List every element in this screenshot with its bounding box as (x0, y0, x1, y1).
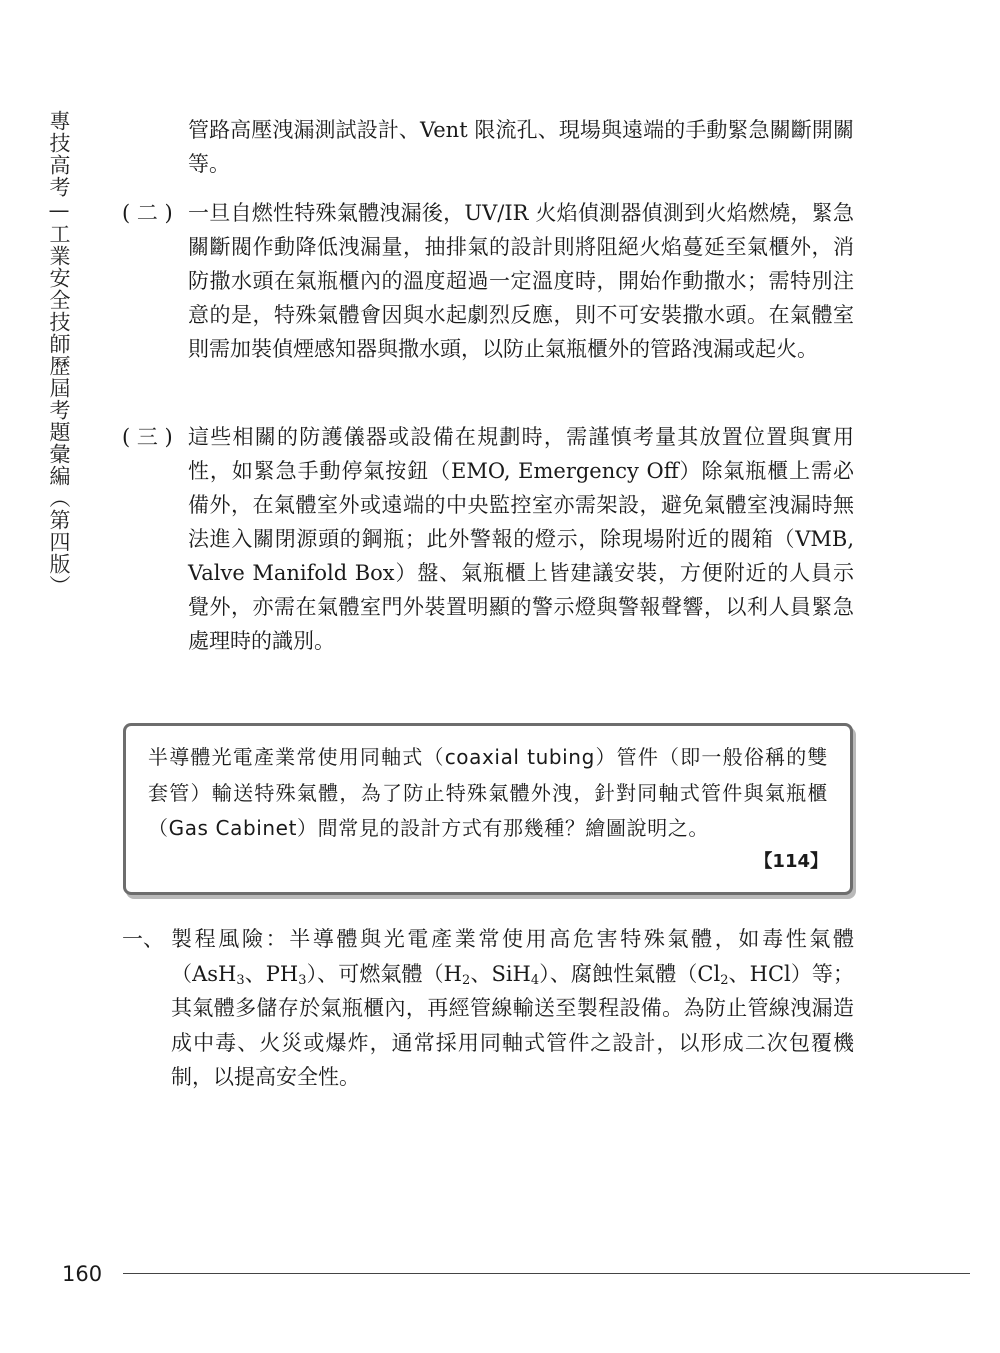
intro-paragraph: 管路高壓洩漏測試設計、Vent 限流孔、現場與遠端的手動緊急關斷開關等。 (188, 118, 854, 176)
page-number: 160 (62, 1262, 103, 1286)
item-label-3: ( 三 ) (122, 425, 173, 449)
subscript: 2 (720, 972, 729, 988)
answer-text: ）、腐蝕性氣體（Cl (539, 961, 721, 986)
subscript: 4 (530, 972, 540, 988)
item-label-2: ( 二 ) (122, 201, 173, 225)
answer-label-1: 一、 (122, 927, 164, 951)
answer-text: 、HCl）等；其氣體多儲存於氣瓶櫃內，再經管線輸送至製程設備。為防止管線洩漏造成中毒、火災或爆炸，通常採用同軸式管件之設計，以形成二次包覆機制，以提高安全性。 (171, 961, 854, 1089)
subscript: 2 (462, 972, 471, 988)
answer-text: ）、可燃氣體（H (306, 961, 462, 986)
subscript: 3 (298, 972, 307, 988)
subscript: 3 (236, 972, 245, 988)
item-paragraph-3: 這些相關的防護儀器或設備在規劃時，需謹慎考量其放置位置與實用性，如緊急手動停氣按鈕（EMO, Emergency Off）除氣瓶櫃上需必備外，在氣體室外或遠端的中央監控室亦需架設，避免氣體室洩漏時無法進入關閉源頭的鋼瓶；此外警報的燈示，除現場附近的閥箱（VMB, Valve Manifold Box）盤、氣瓶櫃上皆建議安裝，方便附近的人員示覺外，亦需在氣體室門外裝置明顯的警示燈與警報聲響，以利人員緊急處理時的識別。 (188, 425, 854, 653)
answer-text: 製程風險：半導體與光電產業常使用高危害特殊氣體，如毒性氣體（AsH (171, 927, 854, 986)
answer-paragraph-1 (171, 922, 854, 1095)
answer-text: 、SiH (470, 961, 531, 986)
running-title: 專技高考—工業安全技師歷屆考題彙編（第四版） (47, 110, 71, 597)
exam-year-tag: 【114】 (754, 851, 828, 872)
footer-rule (123, 1273, 970, 1274)
question-box (123, 723, 853, 895)
answer-text: 、PH (244, 961, 299, 986)
question-text: 半導體光電產業常使用同軸式（coaxial tubing）管件（即一般俗稱的雙套管）輸送特殊氣體，為了防止特殊氣體外洩，針對同軸式管件與氣瓶櫃（Gas Cabinet）間常見的設計方式有那幾種？繪圖說明之。 (148, 745, 828, 840)
item-paragraph-2: 一旦自燃性特殊氣體洩漏後，UV/IR 火焰偵測器偵測到火焰燃燒，緊急關斷閥作動降低洩漏量，抽排氣的設計則將阻絕火焰蔓延至氣櫃外，消防撒水頭在氣瓶櫃內的溫度超過一定溫度時，開始作動撒水；需特別注意的是，特殊氣體會因與水起劇烈反應，則不可安裝撒水頭。在氣體室則需加裝偵煙感知器與撒水頭，以防止氣瓶櫃外的管路洩漏或起火。 (188, 201, 854, 361)
